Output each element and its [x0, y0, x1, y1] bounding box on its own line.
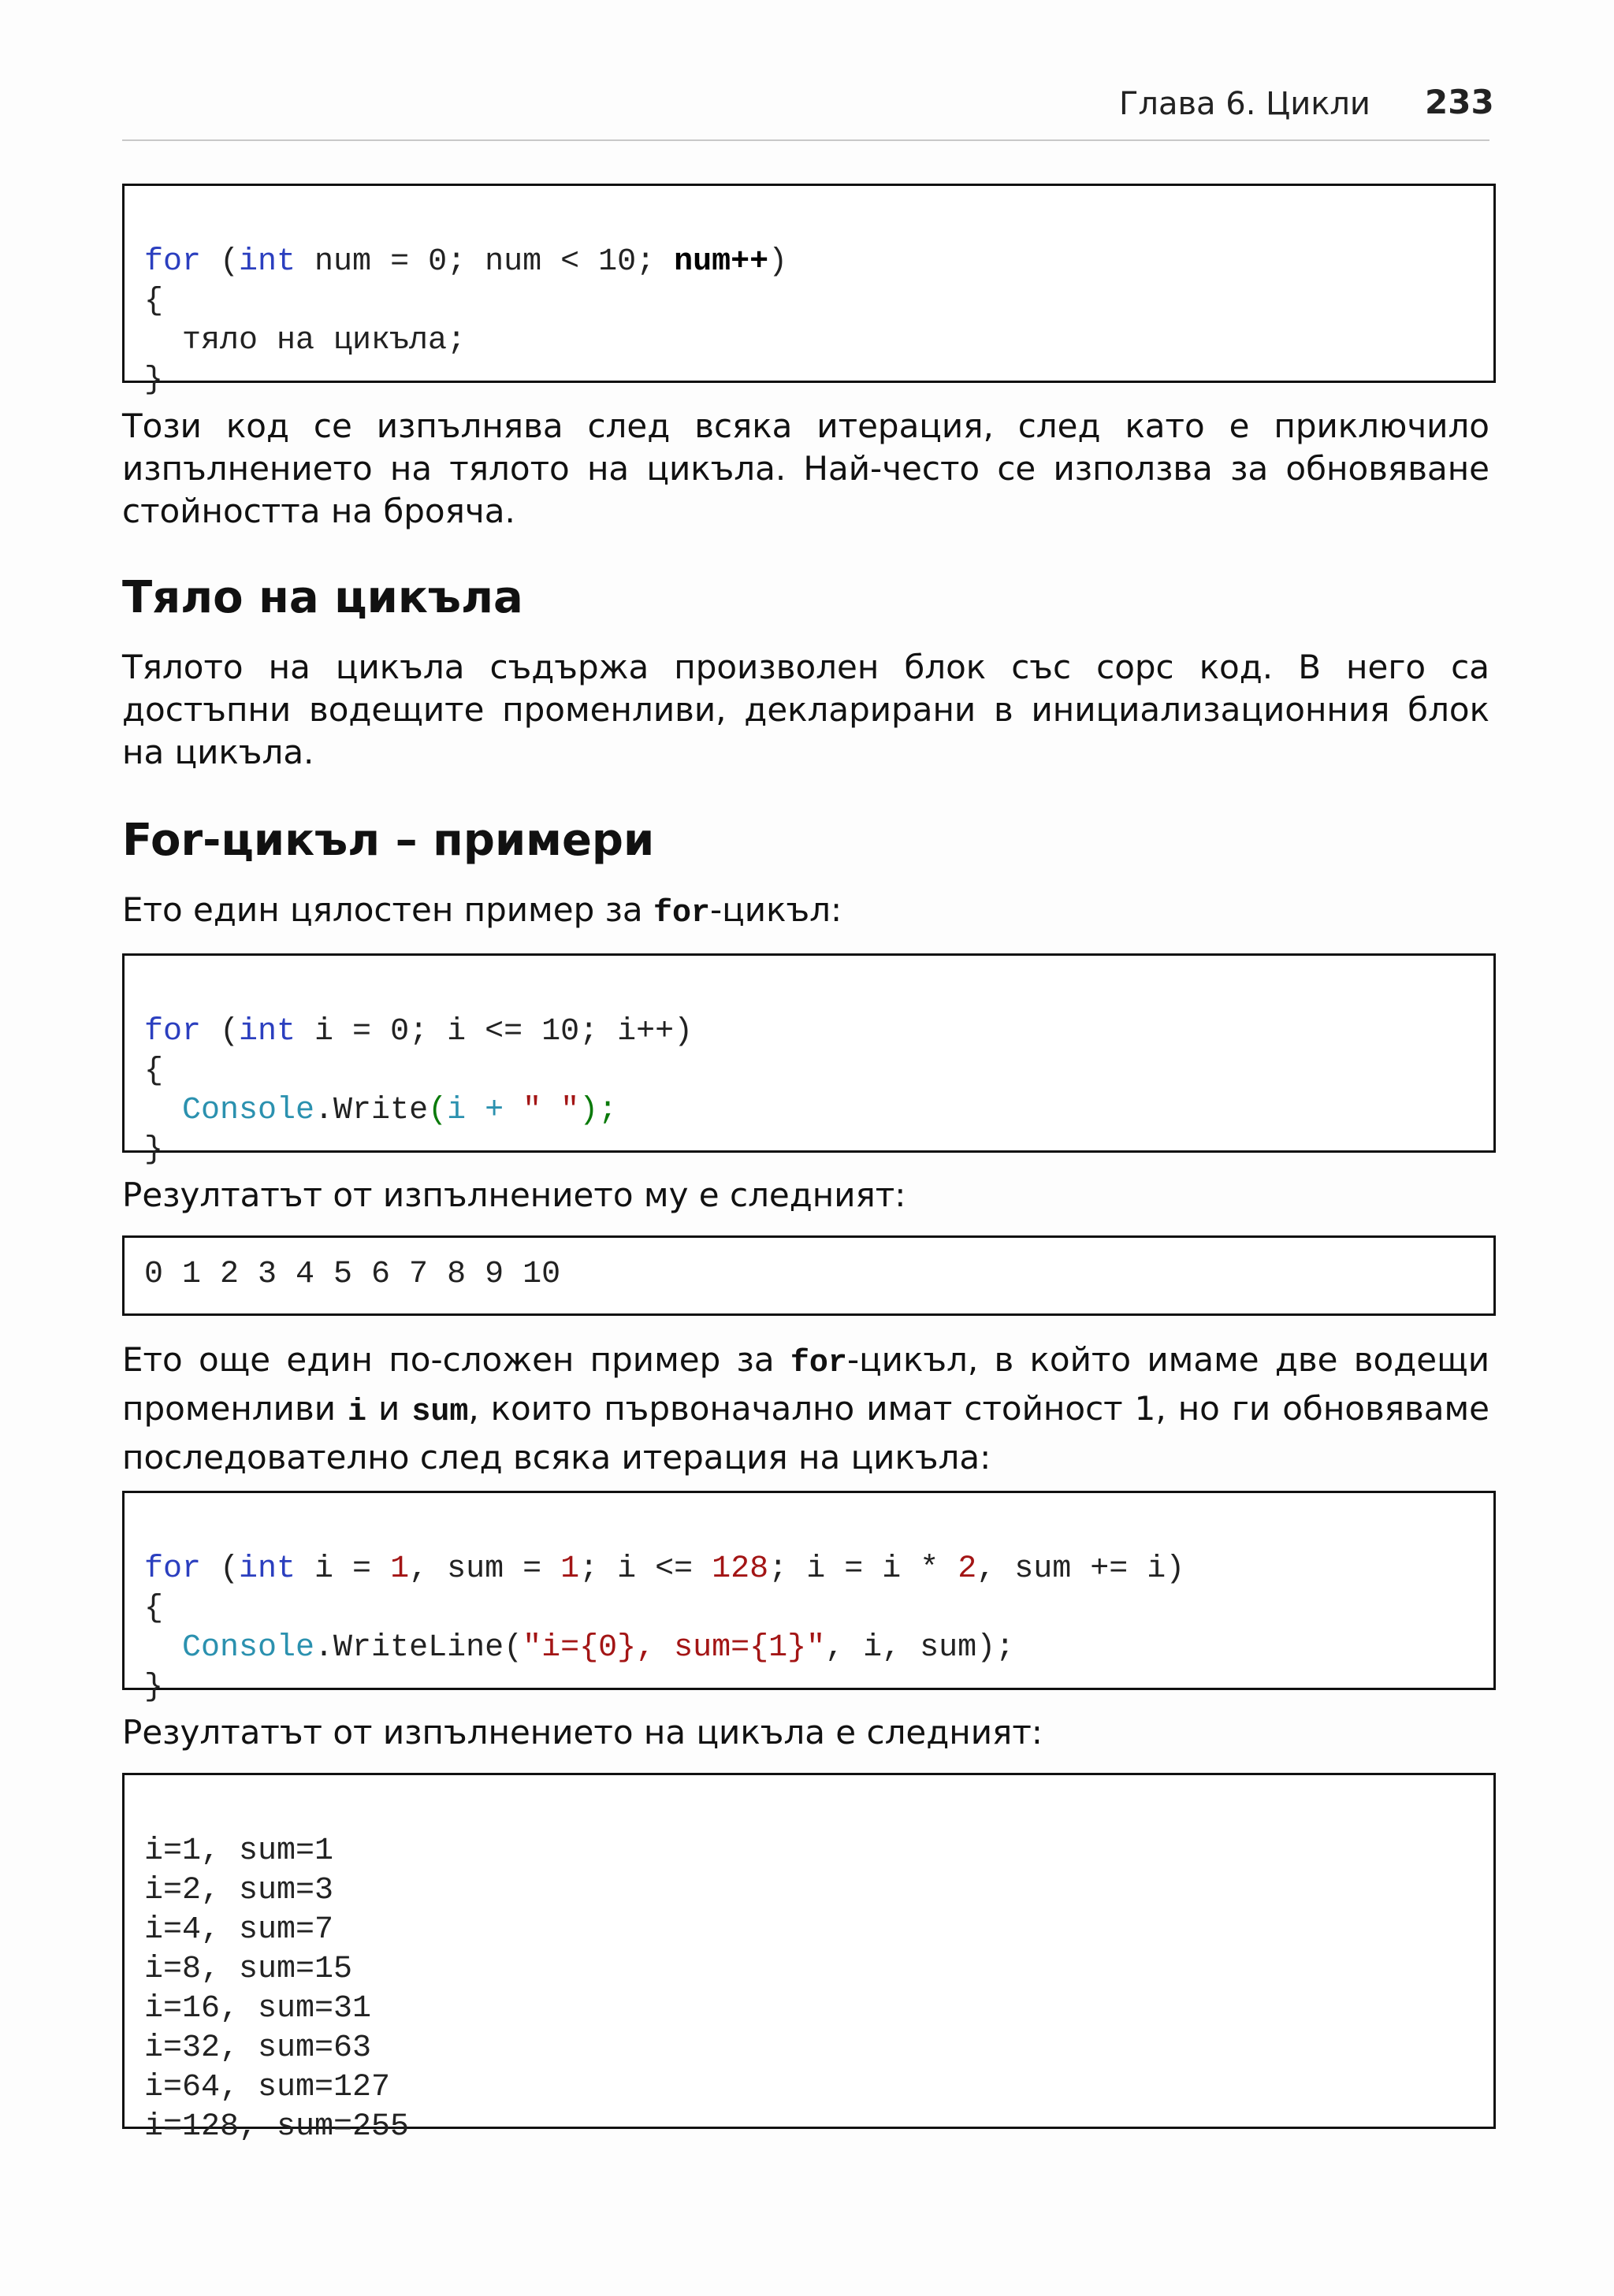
output-line: i=128, sum=255 — [144, 2109, 410, 2145]
code-line: for (int i = 1, sum = 1; i <= 128; i = i * 2, sum += i) — [144, 1551, 1185, 1587]
paragraph-loop-body: Тялото на цикъла съдържа произволен блок със сорс код. В него са достъпни водещите променливи, декларирани в инициализационния блок на цикъла. — [122, 648, 1489, 771]
code-line: { — [144, 1053, 164, 1089]
code-line: for (int i = 0; i <= 10; i++) — [144, 1014, 694, 1050]
code-line: for (int num = 0; num < 10; num++) — [144, 244, 788, 280]
code-block-simple-for — [122, 953, 1496, 1168]
output-line: i=32, sum=63 — [144, 2030, 372, 2066]
output-line: i=4, sum=7 — [144, 1912, 334, 1948]
code-line: } — [144, 1670, 164, 1705]
header-divider — [122, 139, 1489, 141]
output-line: i=64, sum=127 — [144, 2070, 391, 2105]
heading-for-examples: For-цикъл – примери — [122, 815, 655, 866]
output-line: i=16, sum=31 — [144, 1991, 372, 2027]
paragraph-example-intro: Ето един цялостен пример за for-цикъл: — [122, 890, 842, 931]
code-line: Console.WriteLine("i={0}, sum={1}", i, sum); — [182, 1630, 1015, 1666]
output-line: i=8, sum=15 — [144, 1952, 353, 1987]
code-line: { — [144, 284, 164, 319]
output-block-simple — [122, 1235, 1496, 1316]
code-line: { — [144, 1591, 164, 1626]
paragraph-result-intro: Резултатът от изпълнението му е следният: — [122, 1176, 906, 1214]
output-line: 0 1 2 3 4 5 6 7 8 9 10 — [144, 1257, 561, 1292]
code-line: } — [144, 1132, 164, 1168]
code-block-for-header — [122, 184, 1496, 398]
code-block-complex-for — [122, 1491, 1496, 1705]
code-line: } — [144, 362, 164, 398]
paragraph-increment-explanation: Този код се изпълнява след всяка итерация, след като е приключило изпълнението на тялото на цикъла. Най-често се използва за обновяване стойността на брояча. — [122, 407, 1489, 530]
output-line: i=1, sum=1 — [144, 1833, 334, 1869]
page-number: 233 — [1425, 83, 1494, 121]
output-line: i=2, sum=3 — [144, 1873, 334, 1908]
output-block-complex — [122, 1773, 1496, 2145]
chapter-title: Глава 6. Цикли — [1119, 86, 1370, 122]
heading-loop-body: Тяло на цикъла — [122, 572, 523, 623]
paragraph-complex-example: Ето още един по-сложен пример за for-цикъл, в който имаме две водещи променливи i и sum, които първоначално имат стойност 1, но ги обновяваме последователно след всяка итерация на цикъла: — [122, 1340, 1490, 1477]
code-line: Console.Write(i + " "); — [182, 1093, 618, 1128]
paragraph-loop-result-intro: Резултатът от изпълнението на цикъла е следният: — [122, 1713, 1043, 1752]
code-line: тяло на цикъла; — [144, 323, 467, 359]
